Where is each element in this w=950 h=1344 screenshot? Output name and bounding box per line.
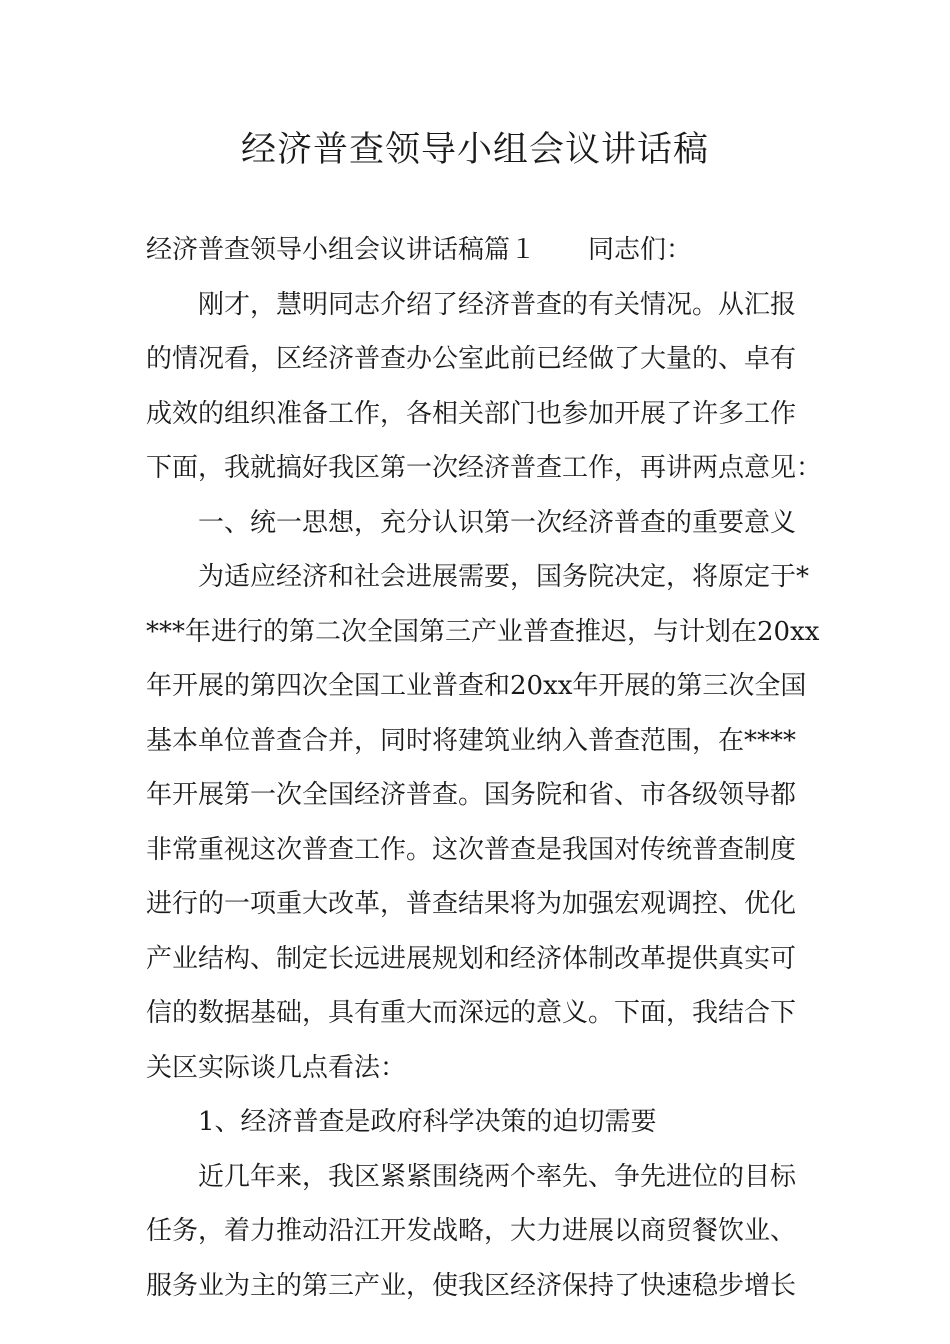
paragraph-line: 下面，我就搞好我区第一次经济普查工作，再讲两点意见： bbox=[146, 453, 823, 483]
section-heading: 一、统一思想，充分认识第一次经济普查的重要意义 bbox=[198, 507, 797, 538]
paragraph-line: 为适应经济和社会进展需要，国务院决定，将原定于* bbox=[198, 562, 810, 592]
paragraph-line: 基本单位普查合并，同时将建筑业纳入普查范围，在**** bbox=[146, 725, 797, 756]
paragraph-line: 年开展第一次全国经济普查。国务院和省、市各级领导都 bbox=[146, 780, 797, 810]
document-title: 经济普查领导小组会议讲话稿 bbox=[240, 130, 709, 170]
paragraph-line: 年开展的第四次全国工业普查和20xx年开展的第三次全国 bbox=[146, 671, 807, 701]
paragraph-line: 刚才，慧明同志介绍了经济普查的有关情况。从汇报 bbox=[198, 289, 797, 320]
salutation: 同志们： bbox=[588, 235, 693, 265]
paragraph-line: 进行的一项重大改革，普查结果将为加强宏观调控、优化 bbox=[146, 889, 797, 919]
paragraph-line: 非常重视这次普查工作。这次普查是我国对传统普查制度 bbox=[146, 834, 797, 865]
paragraph-line: 服务业为主的第三产业，使我区经济保持了快速稳步增长 bbox=[146, 1270, 797, 1301]
paragraph-line: 关区实际谈几点看法： bbox=[146, 1052, 407, 1083]
paragraph-line: 近几年来，我区紧紧围绕两个率先、争先进位的目标 bbox=[198, 1161, 797, 1192]
paragraph-line: 成效的组织准备工作，各相关部门也参加开展了许多工作 bbox=[146, 398, 797, 429]
paragraph-line: 产业结构、制定长远进展规划和经济体制改革提供真实可 bbox=[146, 943, 797, 974]
paragraph-line: 的情况看，区经济普查办公室此前已经做了大量的、卓有 bbox=[146, 344, 797, 374]
subsection-heading: 1、经济普查是政府科学决策的迫切需要 bbox=[198, 1107, 657, 1137]
article-heading: 经济普查领导小组会议讲话稿篇１ bbox=[146, 235, 537, 265]
paragraph-line: 信的数据基础，具有重大而深远的意义。下面，我结合下 bbox=[146, 998, 797, 1028]
paragraph-line: ***年进行的第二次全国第三产业普查推迟，与计划在20xx bbox=[146, 616, 820, 647]
document-body bbox=[146, 223, 823, 1313]
paragraph-line: 任务，着力推动沿江开发战略，大力进展以商贸餐饮业、 bbox=[146, 1216, 797, 1246]
heading-line bbox=[146, 223, 811, 278]
